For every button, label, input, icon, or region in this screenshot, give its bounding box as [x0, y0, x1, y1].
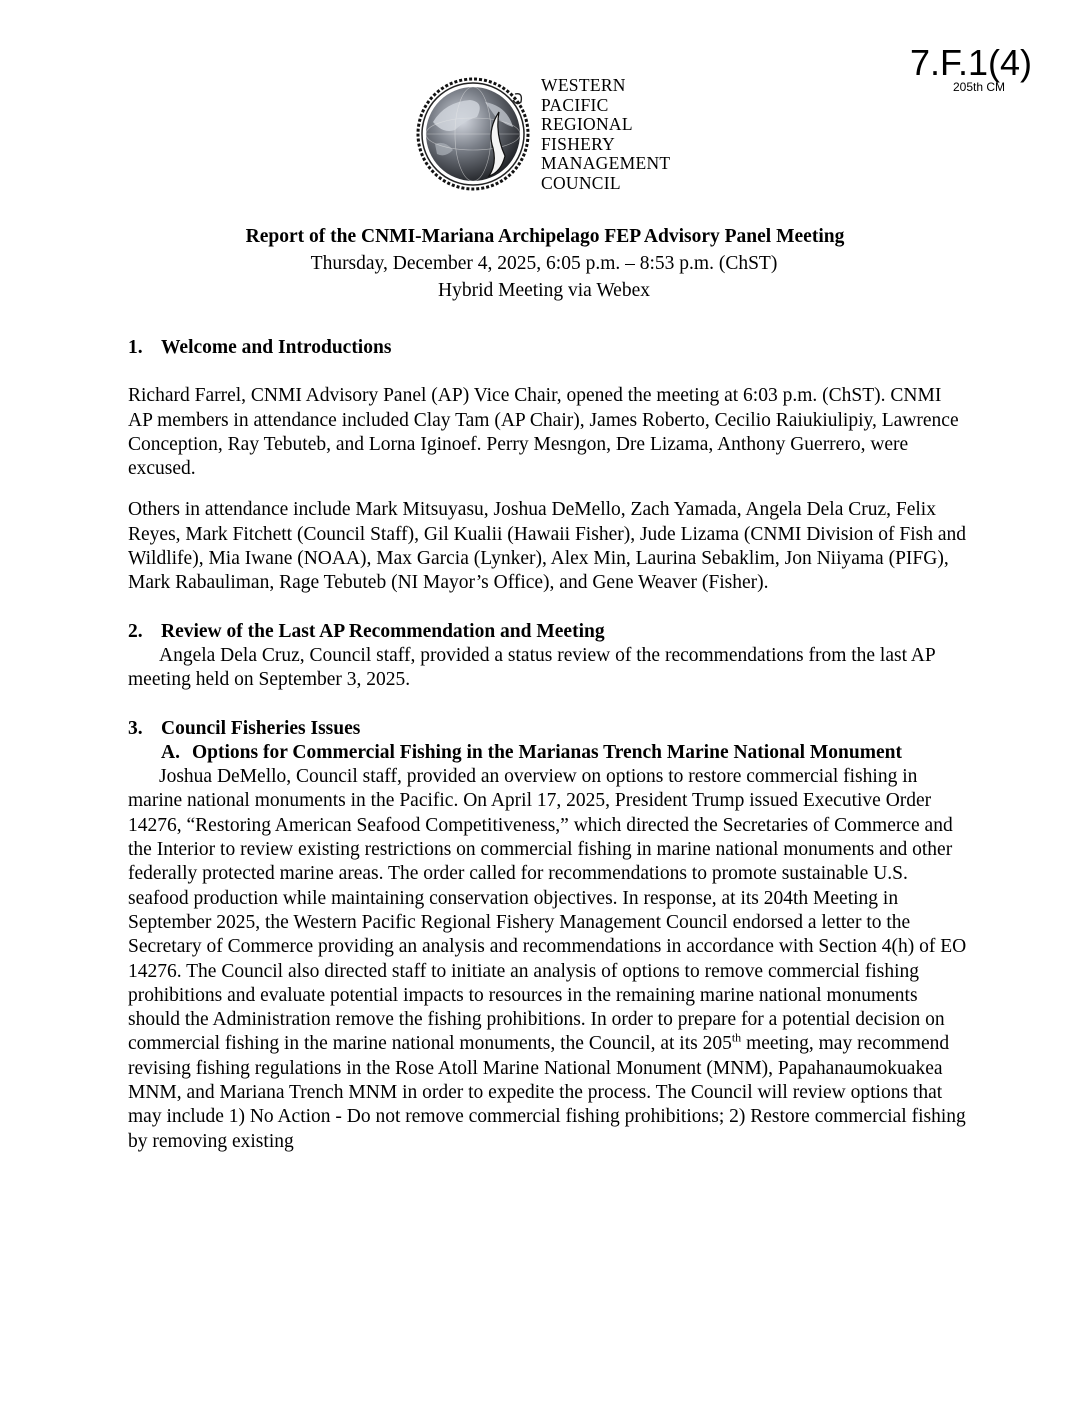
section-number: 1.: [128, 337, 143, 358]
subsection-heading: [128, 741, 968, 765]
paragraph: [128, 765, 968, 1154]
council-name: [541, 76, 670, 193]
meeting-date-time: Thursday, December 4, 2025, 6:05 p.m. – 8:53 p.m. (ChST): [310, 253, 778, 274]
council-name-line: REGIONAL: [541, 114, 633, 134]
report-body: [128, 336, 968, 1154]
section-title: Council Fisheries Issues: [161, 717, 361, 739]
meeting-venue: Hybrid Meeting via Webex: [438, 280, 650, 301]
paragraph-text: meeting, may recommend revising fishing regulations in the Rose Atoll Marine National Monument (MNM), Papahanaumokuakea MNM, and Mariana Trench MNM in order to expedite the process. The Council will review options that may include 1) No Action - Do not remove commercial fishing prohibitions; 2) Restore commercial fishing by removing existing: [128, 1033, 966, 1152]
paragraph-text: Joshua DeMello, Council staff, provided an overview on options to restore commercial fishing in marine national monuments in the Pacific. On April 17, 2025, President Trump issued Executive Order 14276, “Restoring American Seafood Competitiveness,” which directed the Secretaries of Commerce and the Interior to review existing restrictions on commercial fishing in marine national monuments and other federally protected marine areas. The order called for recommendations to promote sustainable U.S. seafood production while maintaining conservation objectives. In response, at its 204th Meeting in September 2025, the Western Pacific Regional Fishery Management Council endorsed a letter to the Secretary of Commerce providing an analysis and recommendations in accordance with Section 4(h) of EO 14276. The Council also directed staff to initiate an analysis of options to remove commercial fishing prohibitions and evaluate potential impacts to resources in the remaining marine national monuments should the Administration remove the fishing prohibitions. In order to prepare for a potential decision on commercial fishing in the marine national monuments, the Council, at its 205: [128, 766, 967, 1055]
section-heading: [128, 336, 968, 360]
subsection-letter: A.: [161, 741, 180, 763]
agenda-code-number: 7.F.1(4): [909, 42, 1033, 83]
paragraph: Others in attendance include Mark Mitsuyasu, Joshua DeMello, Zach Yamada, Angela Dela Cruz, Felix Reyes, Mark Fitchett (Council Staff), Gil Kualii (Hawaii Fisher), Jude Lizama (CNMI Division of Fish and Wildlife), Mia Iwane (NOAA), Max Garcia (Lynker), Alex Min, Laurina Sebaklim, Jon Niiyama (PIFG), Mark Rabauliman, Rage Tebuteb (NI Mayor’s Office), and Gene Weaver (Fisher).: [128, 499, 967, 594]
council-name-line: COUNCIL: [541, 172, 621, 193]
council-name-line: PACIFIC: [541, 94, 609, 115]
section-heading: [128, 717, 968, 741]
subsection-title: Options for Commercial Fishing in the Marianas Trench Marine National Monument: [192, 741, 902, 763]
agenda-item-code: [906, 44, 1036, 94]
council-logo: [415, 72, 675, 192]
section-title: Review of the Last AP Recommendation and Meeting: [161, 620, 605, 642]
meeting-reference: 205th CM: [952, 80, 1006, 94]
section-number: 3.: [128, 717, 143, 739]
section-title: Welcome and Introductions: [161, 337, 392, 358]
report-title-block: [0, 223, 1088, 304]
section-number: 2.: [128, 620, 143, 642]
ordinal-suffix: th: [731, 1030, 742, 1045]
report-title: Report of the CNMI-Mariana Archipelago FEP Advisory Panel Meeting: [245, 226, 845, 247]
paragraph: Richard Farrel, CNMI Advisory Panel (AP) Vice Chair, opened the meeting at 6:03 p.m. (ChST). CNMI AP members in attendance included Clay Tam (AP Chair), James Roberto, Cecilio Raiukiulipiy, Lawrence Conception, Ray Tebuteb, and Lorna Iginoef. Perry Mesngon, Dre Lizama, Anthony Guerrero, were excused.: [128, 385, 959, 480]
paragraph: Angela Dela Cruz, Council staff, provided a status review of the recommendations from the last AP meeting held on September 3, 2025.: [128, 644, 936, 691]
council-name-line: FISHERY: [541, 133, 616, 154]
globe-fishhook-emblem-icon: [415, 72, 537, 192]
section-heading: [128, 620, 968, 644]
council-name-line: WESTERN: [541, 75, 626, 95]
council-name-line: MANAGEMENT: [541, 153, 671, 173]
